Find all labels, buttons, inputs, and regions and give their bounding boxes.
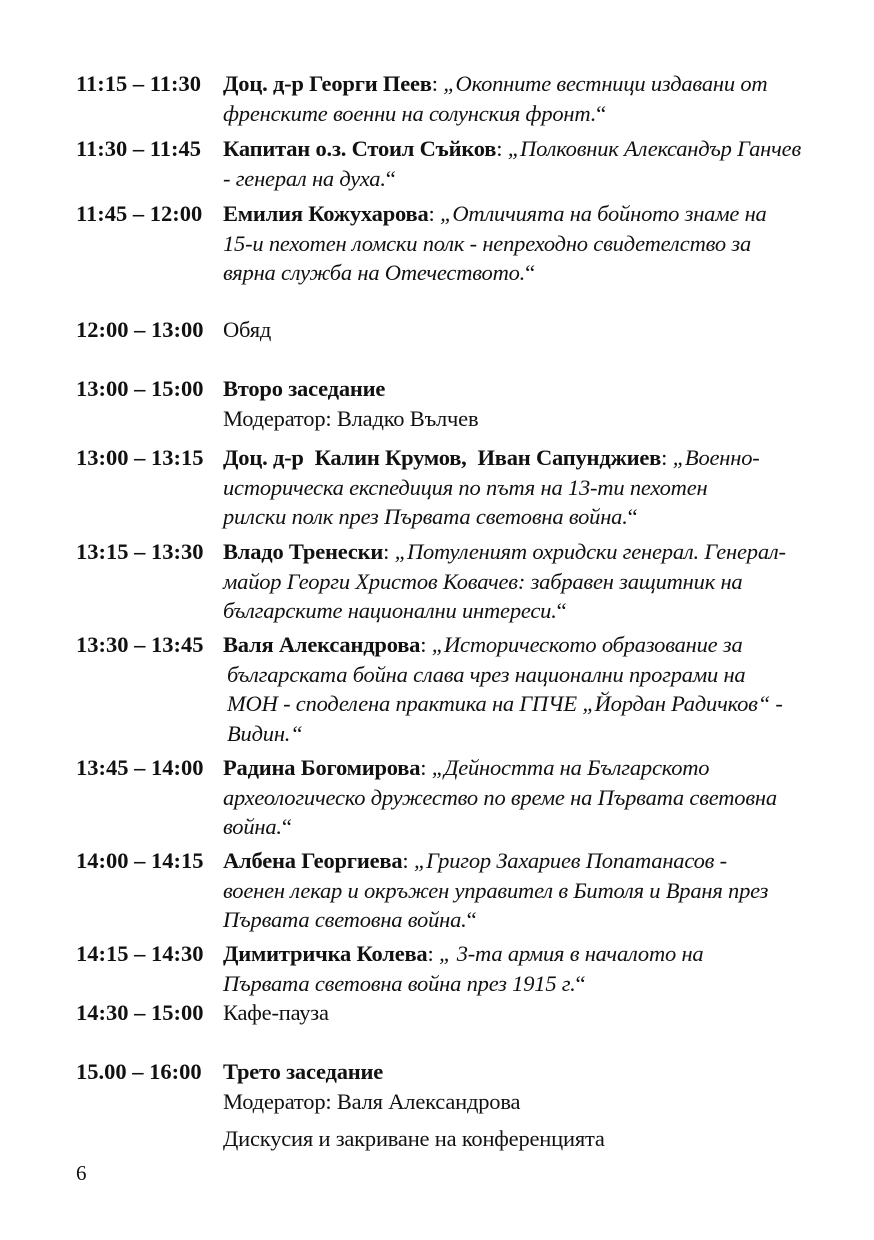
time-slot: 14:15 – 14:30	[76, 941, 204, 966]
talk-details: Димитричка Колева: „ 3-та армия в началото на Първата световна война през 1915 г.“	[223, 941, 704, 996]
moderator: Модератор: Владко Вълчев	[223, 405, 479, 431]
talk-title-line: „Отличията на бойното знаме на	[440, 201, 767, 226]
talk-title-line: „Окопните вестници издавани от	[443, 71, 768, 96]
talk-title-line: „Полковник Александър Ганчев	[507, 136, 802, 161]
closing-quote: “	[281, 814, 292, 839]
talk-title-line: война.	[223, 814, 282, 839]
speaker-name: Валя Александрова	[223, 632, 421, 657]
time-slot: 13:15 – 13:30	[76, 539, 204, 564]
time-slot: 11:30 – 11:45	[76, 136, 202, 161]
time-slot: 11:45 – 12:00	[76, 201, 203, 226]
talk-title-line: историческа експедиция по пътя на 13-ти пехотен	[223, 474, 708, 500]
session-details	[223, 1057, 806, 1154]
talk-title-line: майор Георги Христов Ковачев: забравен защитник на	[223, 568, 743, 594]
closing-quote: “	[385, 165, 396, 191]
talk-title-line: вярна служба на Отечеството.	[223, 260, 526, 285]
time-slot: 14:30 – 15:00	[76, 1000, 204, 1025]
break-label: Обяд	[223, 317, 272, 342]
break-label: Кафе-пауза	[223, 1000, 329, 1025]
speaker-name: Албена Георгиева	[223, 848, 403, 873]
closing-remarks: Дискусия и закриване на конференцията	[223, 1126, 605, 1151]
closing-quote: “	[525, 260, 535, 285]
talk-title-line: „Историческото образование за	[431, 632, 743, 657]
closing-quote: “	[556, 598, 567, 623]
speaker-name: Доц. д-р Калин Крумов, Иван Сапунджиев	[223, 445, 662, 470]
time-slot: 11:15 – 11:30	[76, 71, 202, 96]
closing-quote: “	[627, 504, 638, 529]
talk-details: Албена Георгиева: „Григор Захариев Попатанасов - военен лекар и окръжен управител в Битоля и Враня през Първата световна война.“	[223, 848, 769, 932]
speaker-name: Владо Тренески	[223, 539, 384, 564]
talk-title-line: МОН - споделена практика на ГПЧЕ „Йордан Радичков“ -	[227, 691, 783, 716]
talk-title-line: „Военно-	[672, 445, 760, 470]
talk-details: Доц. д-р Калин Крумов, Иван Сапунджиев: „Военно- историческа експедиция по пътя на 13-ти пехотен рилски полк през Първата световна война.“	[223, 445, 760, 529]
talk-details: Доц. д-р Георги Пеев: „Окопните вестници издавани от френските военни на солунския фронт.“	[223, 71, 768, 126]
speaker-name: Емилия Кожухарова	[223, 201, 429, 226]
time-slot: 13:45 – 14:00	[76, 755, 204, 780]
talk-title-line: българската бойна слава чрез национални програми на	[227, 661, 746, 687]
talk-title-line: Първата световна война през 1915 г.	[223, 970, 576, 996]
talk-title-line: „Потуленият охридски генерал. Генерал-	[394, 539, 786, 564]
break-details	[223, 998, 806, 1028]
talk-title-line: Първата световна война.	[223, 907, 467, 932]
talk-title-line: българските национални интереси.	[223, 598, 557, 623]
time-slot: 13:00 – 15:00	[76, 376, 204, 401]
closing-quote: “	[575, 970, 586, 996]
session-details	[223, 374, 806, 433]
talk-title-line: - генерал на духа.	[223, 165, 386, 191]
session-title: Трето заседание	[223, 1059, 384, 1084]
page-number: 6	[76, 1161, 87, 1185]
talk-details: Валя Александрова: „Историческото образование за българската бойна слава чрез национални програми на МОН - споделена практика на ГПЧЕ „Йордан Радичков“ - Видин.“	[223, 632, 783, 746]
break-details	[223, 315, 806, 345]
talk-details: Радина Богомирова: „Дейността на Българското археологическо дружество по време на Първата световна война.“	[223, 755, 777, 839]
speaker-name: Димитричка Колева	[223, 941, 428, 966]
time-slot: 15.00 – 16:00	[76, 1059, 202, 1084]
speaker-name: Капитан о.з. Стоил Съйков	[223, 136, 497, 161]
session-title: Второ заседание	[223, 376, 386, 401]
talk-title-line: военен лекар и окръжен управител в Битоля и Враня през	[223, 877, 769, 903]
speaker-name: Радина Богомирова	[223, 755, 421, 780]
talk-details: Капитан о.з. Стоил Съйков: „Полковник Александър Ганчев - генерал на духа.“	[223, 136, 802, 191]
talk-details: Владо Тренески: „Потуленият охридски генерал. Генерал- майор Георги Христов Ковачев: забравен защитник на българските национални интереси.“	[223, 539, 786, 623]
moderator: Модератор: Валя Александрова	[223, 1088, 521, 1114]
time-slot: 14:00 – 14:15	[76, 848, 204, 873]
closing-quote: “	[596, 100, 606, 126]
time-slot: 13:30 – 13:45	[76, 632, 204, 657]
talk-title-line: 15-и пехотен ломски полк - непреходно свидетелство за	[223, 230, 752, 256]
speaker-name: Доц. д-р Георги Пеев	[223, 71, 432, 96]
time-slot: 13:00 – 13:15	[76, 445, 204, 470]
talk-title-line: археологическо дружество по време на Първата световна	[223, 784, 777, 810]
time-slot: 12:00 – 13:00	[76, 317, 204, 342]
talk-title-line: „Дейността на Българското	[431, 755, 710, 780]
talk-title-line: френските военни на солунския фронт.	[223, 100, 597, 126]
talk-title-line: „Григор Захариев Попатанасов -	[413, 848, 727, 873]
talk-title-line: „ 3-та армия в началото на	[438, 941, 704, 966]
closing-quote: “	[466, 907, 477, 932]
talk-details: Емилия Кожухарова: „Отличията на бойното знаме на 15-и пехотен ломски полк - непреходно свидетелство за вярна служба на Отечеството.“	[223, 201, 767, 285]
talk-title-line: Видин.“	[227, 720, 303, 746]
talk-title-line: рилски полк през Първата световна война.	[223, 504, 628, 529]
